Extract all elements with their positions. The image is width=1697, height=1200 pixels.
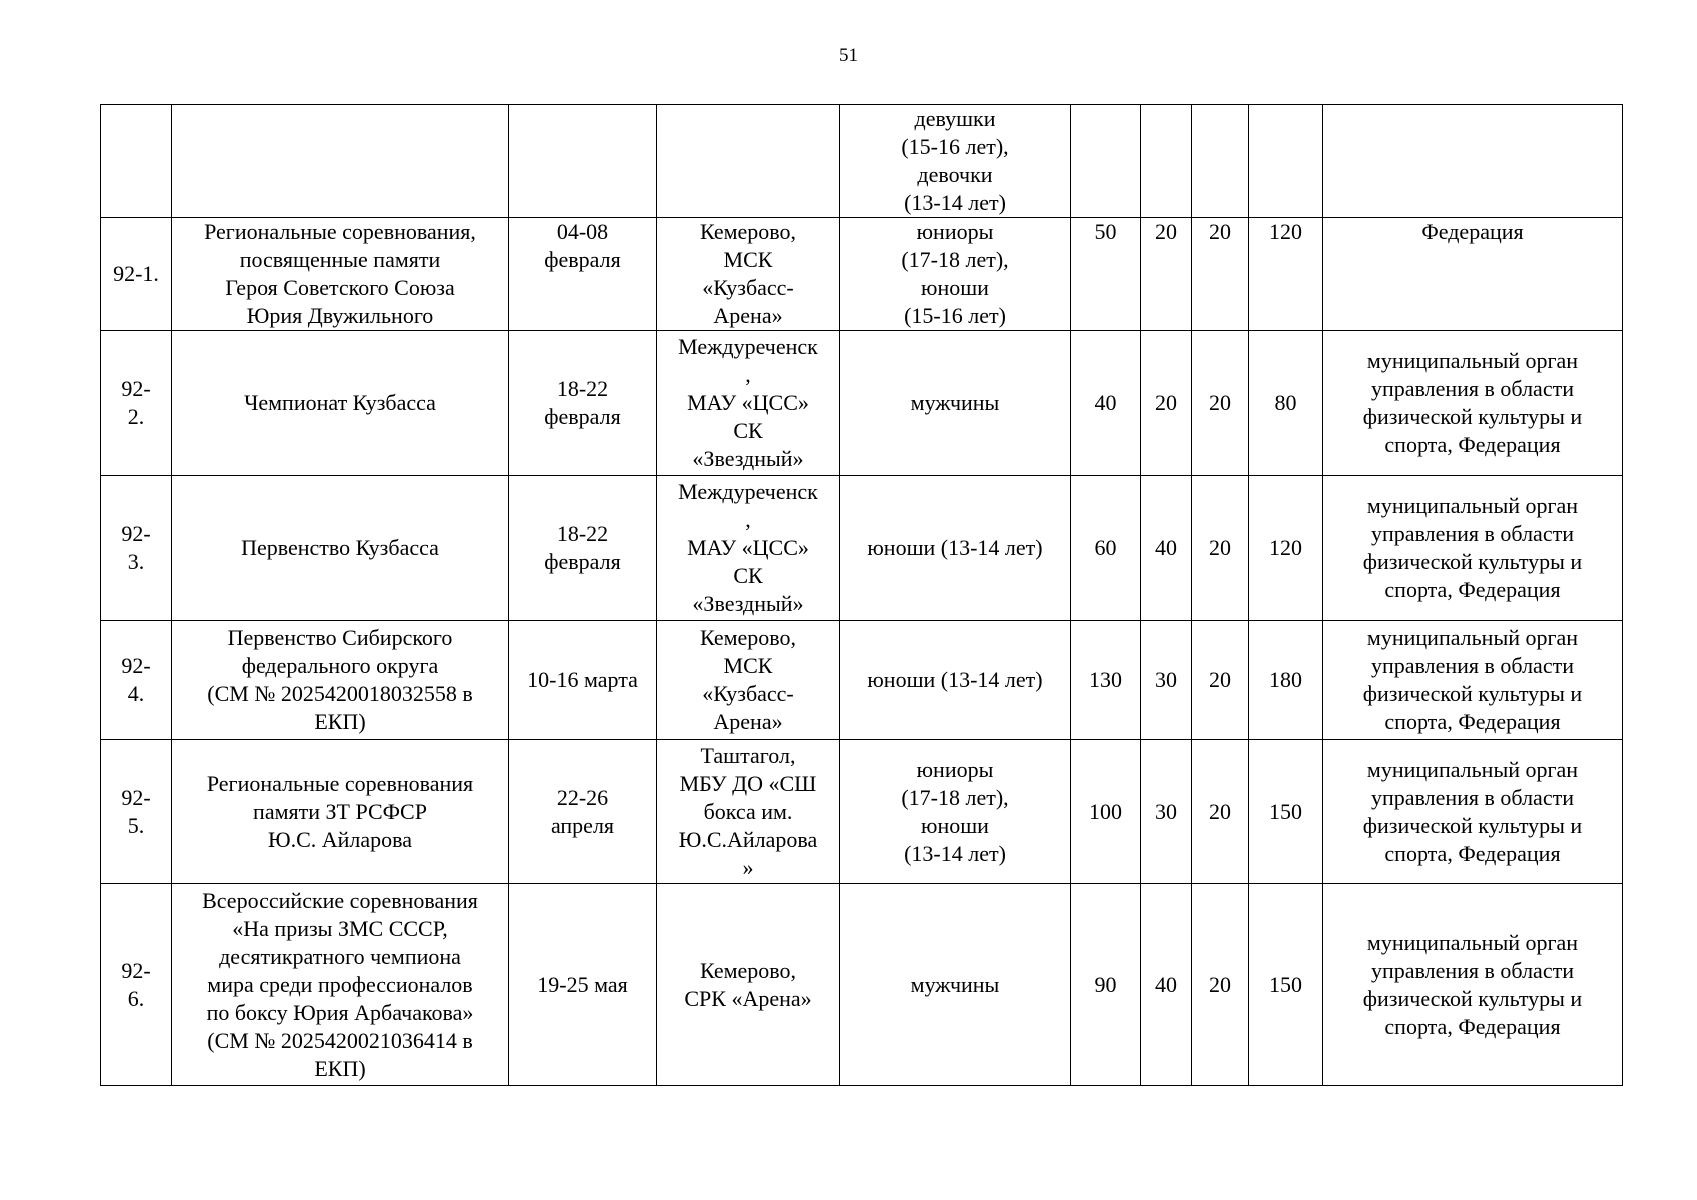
count-col-2: 20 bbox=[1141, 331, 1192, 476]
table-row bbox=[101, 105, 1623, 218]
count-col-2: 30 bbox=[1141, 740, 1192, 884]
table-row bbox=[101, 218, 1623, 331]
participant-category: юниоры (17-18 лет), юноши (13-14 лет) bbox=[840, 740, 1071, 884]
event-date: 04-08 февраля bbox=[509, 218, 657, 331]
event-date bbox=[509, 105, 657, 218]
event-number: 92- 5. bbox=[101, 740, 172, 884]
count-col-2: 20 bbox=[1141, 218, 1192, 331]
count-col-3: 20 bbox=[1192, 884, 1249, 1086]
event-name: Первенство Кузбасса bbox=[172, 476, 509, 621]
count-col-2: 40 bbox=[1141, 884, 1192, 1086]
count-col-1 bbox=[1071, 105, 1141, 218]
count-col-1: 90 bbox=[1071, 884, 1141, 1086]
event-place: Кемерово, МСК «Кузбасс- Арена» bbox=[657, 218, 840, 331]
count-col-1: 130 bbox=[1071, 621, 1141, 740]
event-name: Первенство Сибирского федерального округа (СМ № 2025420018032558 в ЕКП) bbox=[172, 621, 509, 740]
event-name: Чемпионат Кузбасса bbox=[172, 331, 509, 476]
event-number bbox=[101, 105, 172, 218]
event-number: 92- 4. bbox=[101, 621, 172, 740]
event-date: 22-26 апреля bbox=[509, 740, 657, 884]
count-col-1: 100 bbox=[1071, 740, 1141, 884]
event-number: 92- 6. bbox=[101, 884, 172, 1086]
count-col-3: 20 bbox=[1192, 621, 1249, 740]
participant-category: мужчины bbox=[840, 884, 1071, 1086]
event-date: 18-22 февраля bbox=[509, 331, 657, 476]
event-place: Кемерово, СРК «Арена» bbox=[657, 884, 840, 1086]
count-col-4: 150 bbox=[1249, 884, 1323, 1086]
event-place: Междуреченск , МАУ «ЦСС» СК «Звездный» bbox=[657, 331, 840, 476]
event-name: Региональные соревнования памяти ЗТ РСФСР Ю.С. Айларова bbox=[172, 740, 509, 884]
count-col-4: 80 bbox=[1249, 331, 1323, 476]
event-number: 92- 2. bbox=[101, 331, 172, 476]
table-row bbox=[101, 476, 1623, 621]
event-date: 10-16 марта bbox=[509, 621, 657, 740]
count-col-1: 40 bbox=[1071, 331, 1141, 476]
table-row bbox=[101, 331, 1623, 476]
participant-category: юноши (13-14 лет) bbox=[840, 621, 1071, 740]
count-col-4: 120 bbox=[1249, 218, 1323, 331]
table-row bbox=[101, 621, 1623, 740]
participant-category: мужчины bbox=[840, 331, 1071, 476]
participant-category: юноши (13-14 лет) bbox=[840, 476, 1071, 621]
organizer: муниципальный орган управления в области физической культуры и спорта, Федерация bbox=[1323, 884, 1623, 1086]
table-row bbox=[101, 740, 1623, 884]
participant-category: юниоры (17-18 лет), юноши (15-16 лет) bbox=[840, 218, 1071, 331]
count-col-4: 120 bbox=[1249, 476, 1323, 621]
schedule-table bbox=[100, 104, 1623, 1086]
count-col-4: 150 bbox=[1249, 740, 1323, 884]
organizer bbox=[1323, 105, 1623, 218]
event-number: 92-1. bbox=[101, 218, 172, 331]
event-place: Междуреченск , МАУ «ЦСС» СК «Звездный» bbox=[657, 476, 840, 621]
count-col-3: 20 bbox=[1192, 331, 1249, 476]
organizer: Федерация bbox=[1323, 218, 1623, 331]
organizer: муниципальный орган управления в области физической культуры и спорта, Федерация bbox=[1323, 740, 1623, 884]
event-name bbox=[172, 105, 509, 218]
event-number: 92- 3. bbox=[101, 476, 172, 621]
count-col-3: 20 bbox=[1192, 476, 1249, 621]
count-col-2: 40 bbox=[1141, 476, 1192, 621]
count-col-3: 20 bbox=[1192, 218, 1249, 331]
event-name: Региональные соревнования, посвященные памяти Героя Советского Союза Юрия Двужильного bbox=[172, 218, 509, 331]
event-place: Таштагол, МБУ ДО «СШ бокса им. Ю.С.Айларова » bbox=[657, 740, 840, 884]
event-place bbox=[657, 105, 840, 218]
page-number: 51 bbox=[839, 45, 858, 66]
organizer: муниципальный орган управления в области физической культуры и спорта, Федерация bbox=[1323, 331, 1623, 476]
table-row bbox=[101, 884, 1623, 1086]
organizer: муниципальный орган управления в области физической культуры и спорта, Федерация bbox=[1323, 621, 1623, 740]
count-col-4: 180 bbox=[1249, 621, 1323, 740]
count-col-3 bbox=[1192, 105, 1249, 218]
participant-category: девушки (15-16 лет), девочки (13-14 лет) bbox=[840, 105, 1071, 218]
event-date: 18-22 февраля bbox=[509, 476, 657, 621]
event-name: Всероссийские соревнования «На призы ЗМС СССР, десятикратного чемпиона мира среди профессионалов по боксу Юрия Арбачакова» (СМ № 2025420021036414 в ЕКП) bbox=[172, 884, 509, 1086]
event-place: Кемерово, МСК «Кузбасс- Арена» bbox=[657, 621, 840, 740]
count-col-3: 20 bbox=[1192, 740, 1249, 884]
count-col-4 bbox=[1249, 105, 1323, 218]
count-col-2: 30 bbox=[1141, 621, 1192, 740]
count-col-2 bbox=[1141, 105, 1192, 218]
organizer: муниципальный орган управления в области физической культуры и спорта, Федерация bbox=[1323, 476, 1623, 621]
count-col-1: 50 bbox=[1071, 218, 1141, 331]
count-col-1: 60 bbox=[1071, 476, 1141, 621]
event-date: 19-25 мая bbox=[509, 884, 657, 1086]
